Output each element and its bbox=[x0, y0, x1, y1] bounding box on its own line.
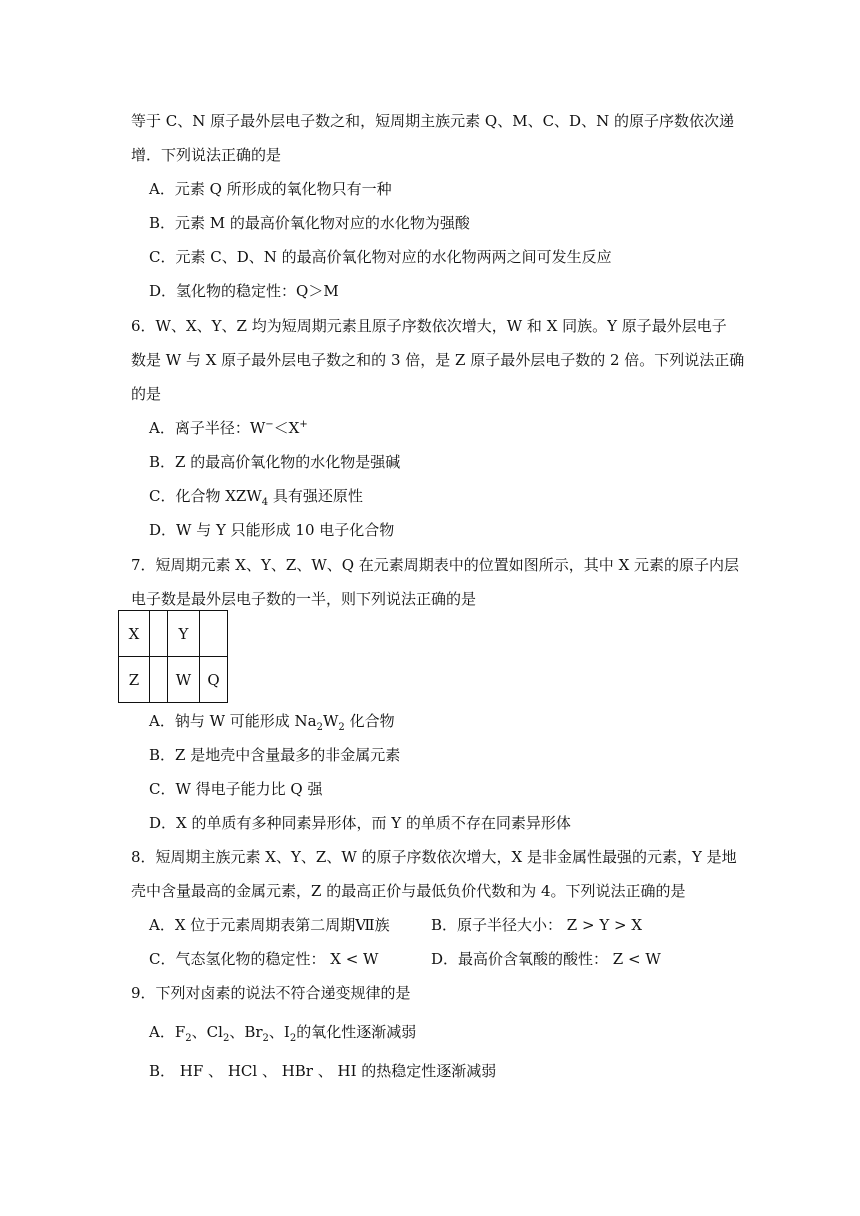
q7-option-a-text-3: 化合物 bbox=[344, 712, 395, 730]
q7-option-b: B．Z 是地壳中含量最多的非金属元素 bbox=[149, 746, 401, 764]
formula-sub: 4 bbox=[261, 497, 269, 508]
q9-stem: 9．下列对卤素的说法不符合递变规律的是 bbox=[131, 984, 411, 1002]
q7-option-a-text: A．钠与 W 可能形成 Na bbox=[149, 712, 317, 730]
separator: 、 bbox=[191, 1023, 207, 1041]
table-cell bbox=[200, 611, 228, 657]
formula-br2: Br bbox=[244, 1023, 263, 1041]
table-row bbox=[119, 611, 228, 657]
q7-option-d: D．X 的单质有多种同素异形体，而 Y 的单质不存在同素异形体 bbox=[149, 814, 571, 832]
q6-stem-line-1: 6．W、X、Y、Z 均为短周期元素且原子序数依次增大，W 和 X 同族。Y 原子最外层电子 bbox=[131, 317, 727, 335]
q6-option-a bbox=[149, 418, 308, 438]
q6-stem-line-2: 数是 W 与 X 原子最外层电子数之和的 3 倍，是 Z 原子最外层电子数的 2 倍。下列说法正确 bbox=[131, 351, 745, 369]
q9-option-b: B． HF 、 HCl 、 HBr 、 HI 的热稳定性逐渐减弱 bbox=[149, 1062, 497, 1080]
q6-option-b: B．Z 的最高价氧化物的水化物是强碱 bbox=[149, 453, 401, 471]
table-row bbox=[119, 657, 228, 703]
q5-option-a: A．元素 Q 所形成的氧化物只有一种 bbox=[149, 180, 392, 198]
q7-stem-line-2: 电子数是最外层电子数的一半，则下列说法正确的是 bbox=[131, 590, 477, 608]
q5-option-b: B．元素 M 的最高价氧化物对应的水化物为强酸 bbox=[149, 214, 470, 232]
q6-option-d: D．W 与 Y 只能形成 10 电子化合物 bbox=[149, 521, 395, 539]
formula-cl2: Cl bbox=[206, 1023, 223, 1041]
q9-option-a bbox=[149, 1022, 416, 1042]
formula-i2: I bbox=[283, 1023, 290, 1041]
q6-option-c-text: C．化合物 XZW bbox=[149, 487, 262, 505]
formula-sub: 2 bbox=[185, 1033, 192, 1044]
q8-stem-line-2: 壳中含量最高的金属元素，Z 的最高正价与最低负价代数和为 4。下列说法正确的是 bbox=[131, 882, 686, 900]
table-cell: W bbox=[168, 657, 200, 703]
q8-option-b: B．原子半径大小： Z > Y > X bbox=[431, 916, 643, 934]
formula-f2: F bbox=[174, 1023, 186, 1041]
table-cell: X bbox=[119, 611, 150, 657]
q8-option-a: A．X 位于元素周期表第二周期Ⅶ族 bbox=[149, 916, 390, 934]
q9-option-a-text: 的氧化性逐渐减弱 bbox=[296, 1023, 417, 1041]
q6-option-c-text-2: 具有强还原性 bbox=[268, 487, 363, 505]
q6-stem-line-3: 的是 bbox=[131, 385, 162, 403]
charge-sup: + bbox=[299, 419, 308, 430]
formula-sub: 2 bbox=[262, 1033, 269, 1044]
formula-sub: 2 bbox=[338, 722, 345, 733]
q5-stem-line-2: 增．下列说法正确的是 bbox=[131, 146, 282, 164]
q9-option-a-label: A． bbox=[149, 1023, 175, 1041]
q7-option-c: C．W 得电子能力比 Q 强 bbox=[149, 780, 323, 798]
q5-stem-line-1: 等于 C、N 原子最外层电子数之和，短周期主族元素 Q、M、C、D、N 的原子序数依次递 bbox=[131, 112, 734, 130]
q5-option-d: D．氢化物的稳定性：Q＞M bbox=[149, 282, 339, 300]
formula-sub: 2 bbox=[289, 1033, 297, 1044]
q6-option-a-text-2: ＜X bbox=[273, 419, 300, 437]
periodic-table-fragment bbox=[118, 610, 228, 703]
table-cell bbox=[150, 611, 168, 657]
table-cell: Y bbox=[168, 611, 200, 657]
table-cell: Q bbox=[200, 657, 228, 703]
separator: 、 bbox=[229, 1023, 245, 1041]
q7-stem-line-1: 7．短周期元素 X、Y、Z、W、Q 在元素周期表中的位置如图所示，其中 X 元素的原子内层 bbox=[131, 556, 740, 574]
separator: 、 bbox=[268, 1023, 284, 1041]
q7-option-a-text-2: W bbox=[323, 712, 339, 730]
q6-option-c bbox=[149, 486, 363, 506]
q7-option-a bbox=[149, 711, 395, 731]
q8-option-c: C．气态氢化物的稳定性： X < W bbox=[149, 950, 379, 968]
table-cell bbox=[150, 657, 168, 703]
q8-option-d: D．最高价含氧酸的酸性： Z < W bbox=[431, 950, 661, 968]
q6-option-a-text: A．离子半径：W bbox=[149, 419, 266, 437]
formula-sub: 2 bbox=[316, 722, 323, 733]
charge-sup: − bbox=[265, 419, 274, 430]
q5-option-c: C．元素 C、D、N 的最高价氧化物对应的水化物两两之间可发生反应 bbox=[149, 248, 612, 266]
table-cell: Z bbox=[119, 657, 150, 703]
formula-sub: 2 bbox=[222, 1033, 230, 1044]
q8-stem-line-1: 8．短周期主族元素 X、Y、Z、W 的原子序数依次增大，X 是非金属性最强的元素，Y 是地 bbox=[131, 848, 737, 866]
